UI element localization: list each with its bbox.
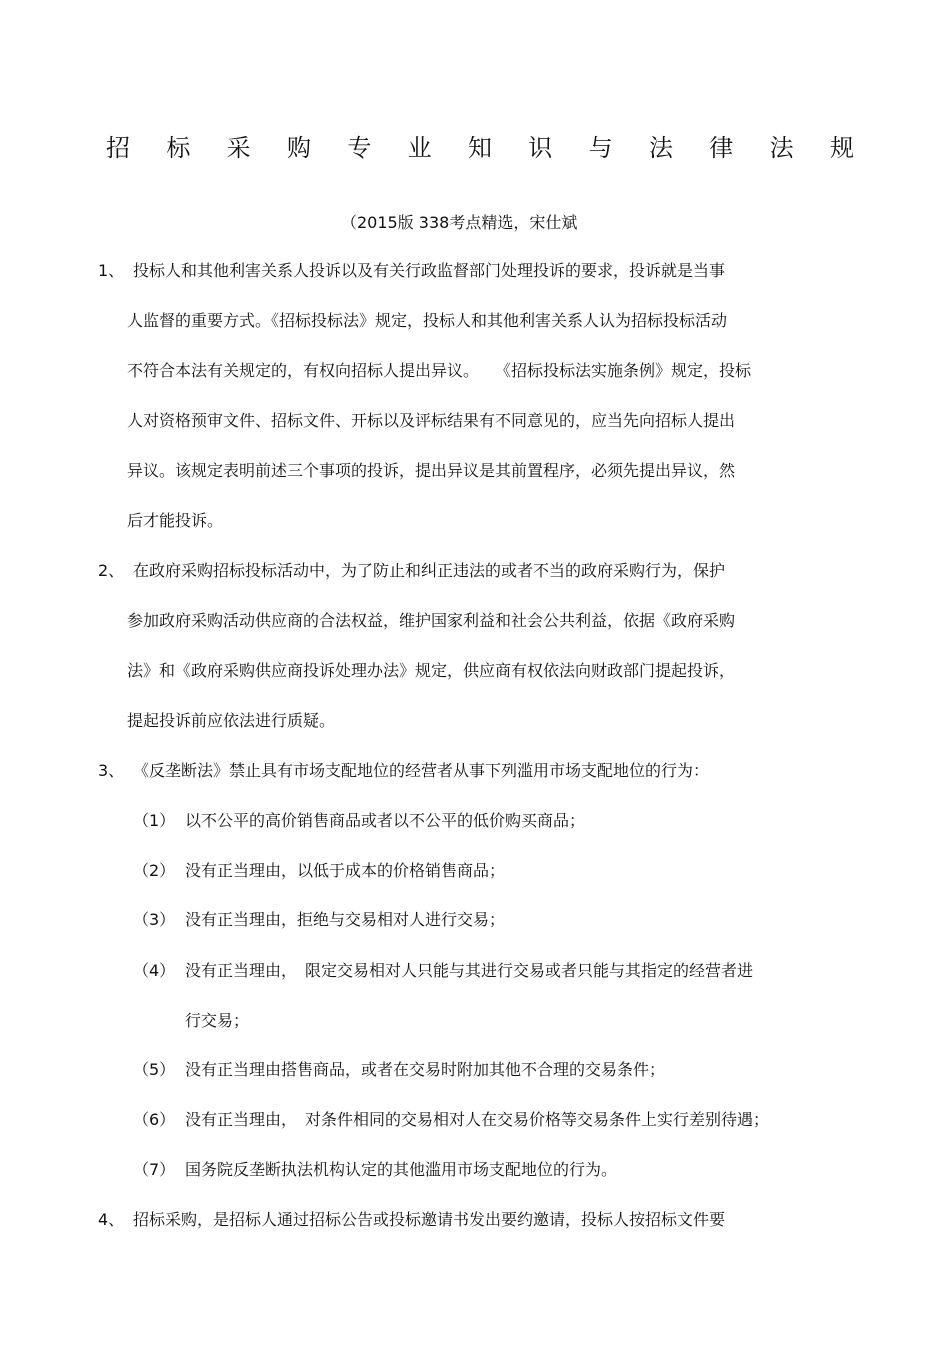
paragraph-line: 在政府采购招标投标活动中，为了防止和纠正违法的或者不当的政府采购行为，保护: [133, 561, 726, 580]
subitem-line: 以不公平的高价销售商品或者以不公平的低价购买商品；: [185, 811, 586, 830]
paragraph-line: 人对资格预审文件、招标文件、开标以及评标结果有不同意见的，应当先向招标人提出: [127, 411, 736, 430]
subitem-line: 没有正当理由搭售商品，或者在交易时附加其他不合理的交易条件；: [185, 1060, 666, 1079]
subitem-number: （1）: [133, 811, 176, 830]
subitem-line: 行交易；: [185, 1011, 250, 1030]
document-title: [106, 130, 854, 166]
title-char: 法: [648, 134, 673, 162]
subitem-number: （6）: [133, 1110, 176, 1129]
title-char: 知: [467, 134, 492, 162]
item-number: 1、: [98, 261, 125, 280]
paragraph-line: 异议。该规定表明前述三个事项的投诉，提出异议是其前置程序，必须先提出异议，然: [127, 461, 736, 480]
title-char: 采: [226, 134, 251, 162]
title-char: 专: [347, 134, 372, 162]
document-subtitle: （2015版 338考点精选，宋仕斌: [341, 213, 578, 232]
subitem-line: 没有正当理由，拒绝与交易相对人进行交易；: [185, 910, 506, 929]
subitem-number: （2）: [133, 861, 176, 880]
subitem-number: （7）: [133, 1160, 176, 1179]
title-char: 标: [166, 134, 191, 162]
subitem-number: （5）: [133, 1060, 176, 1079]
paragraph-line: 投标人和其他利害关系人投诉以及有关行政监督部门处理投诉的要求，投诉就是当事: [133, 261, 726, 280]
subitem-line: 没有正当理由， 限定交易相对人只能与其进行交易或者只能与其指定的经营者进: [185, 961, 754, 980]
subitem-line: 国务院反垄断执法机构认定的其他滥用市场支配地位的行为。: [185, 1160, 618, 1179]
title-char: 法: [769, 134, 794, 162]
paragraph-line: 《反垄断法》禁止具有市场支配地位的经营者从事下列滥用市场支配地位的行为：: [133, 761, 710, 780]
title-char: 与: [588, 134, 613, 162]
title-char: 律: [709, 134, 734, 162]
paragraph-line: 不符合本法有关规定的，有权向招标人提出异议。 《招标投标法实施条例》规定，投标: [127, 361, 752, 380]
paragraph-line: 后才能投诉。: [127, 511, 224, 530]
subitem-line: 没有正当理由， 对条件相同的交易相对人在交易价格等交易条件上实行差别待遇；: [185, 1110, 770, 1129]
title-char: 规: [829, 134, 854, 162]
subitem-number: （3）: [133, 910, 176, 929]
paragraph-line: 人监督的重要方式。《招标投标法》规定，投标人和其他利害关系人认为招标投标活动: [127, 311, 728, 330]
item-number: 3、: [98, 761, 125, 780]
item-number: 4、: [98, 1210, 125, 1229]
paragraph-line: 参加政府采购活动供应商的合法权益，维护国家利益和社会公共利益，依据《政府采购: [127, 611, 736, 630]
title-char: 业: [407, 134, 432, 162]
title-char: 招: [106, 134, 130, 162]
title-char: 购: [286, 134, 311, 162]
paragraph-line: 招标采购，是招标人通过招标公告或投标邀请书发出要约邀请，投标人按招标文件要: [133, 1210, 726, 1229]
subitem-number: （4）: [133, 961, 176, 980]
paragraph-line: 法》和《政府采购供应商投诉处理办法》规定，供应商有权依法向财政部门提起投诉，: [127, 661, 736, 680]
item-number: 2、: [98, 561, 125, 580]
title-char: 识: [528, 134, 553, 162]
subitem-line: 没有正当理由，以低于成本的价格销售商品；: [185, 861, 506, 880]
paragraph-line: 提起投诉前应依法进行质疑。: [127, 711, 336, 730]
